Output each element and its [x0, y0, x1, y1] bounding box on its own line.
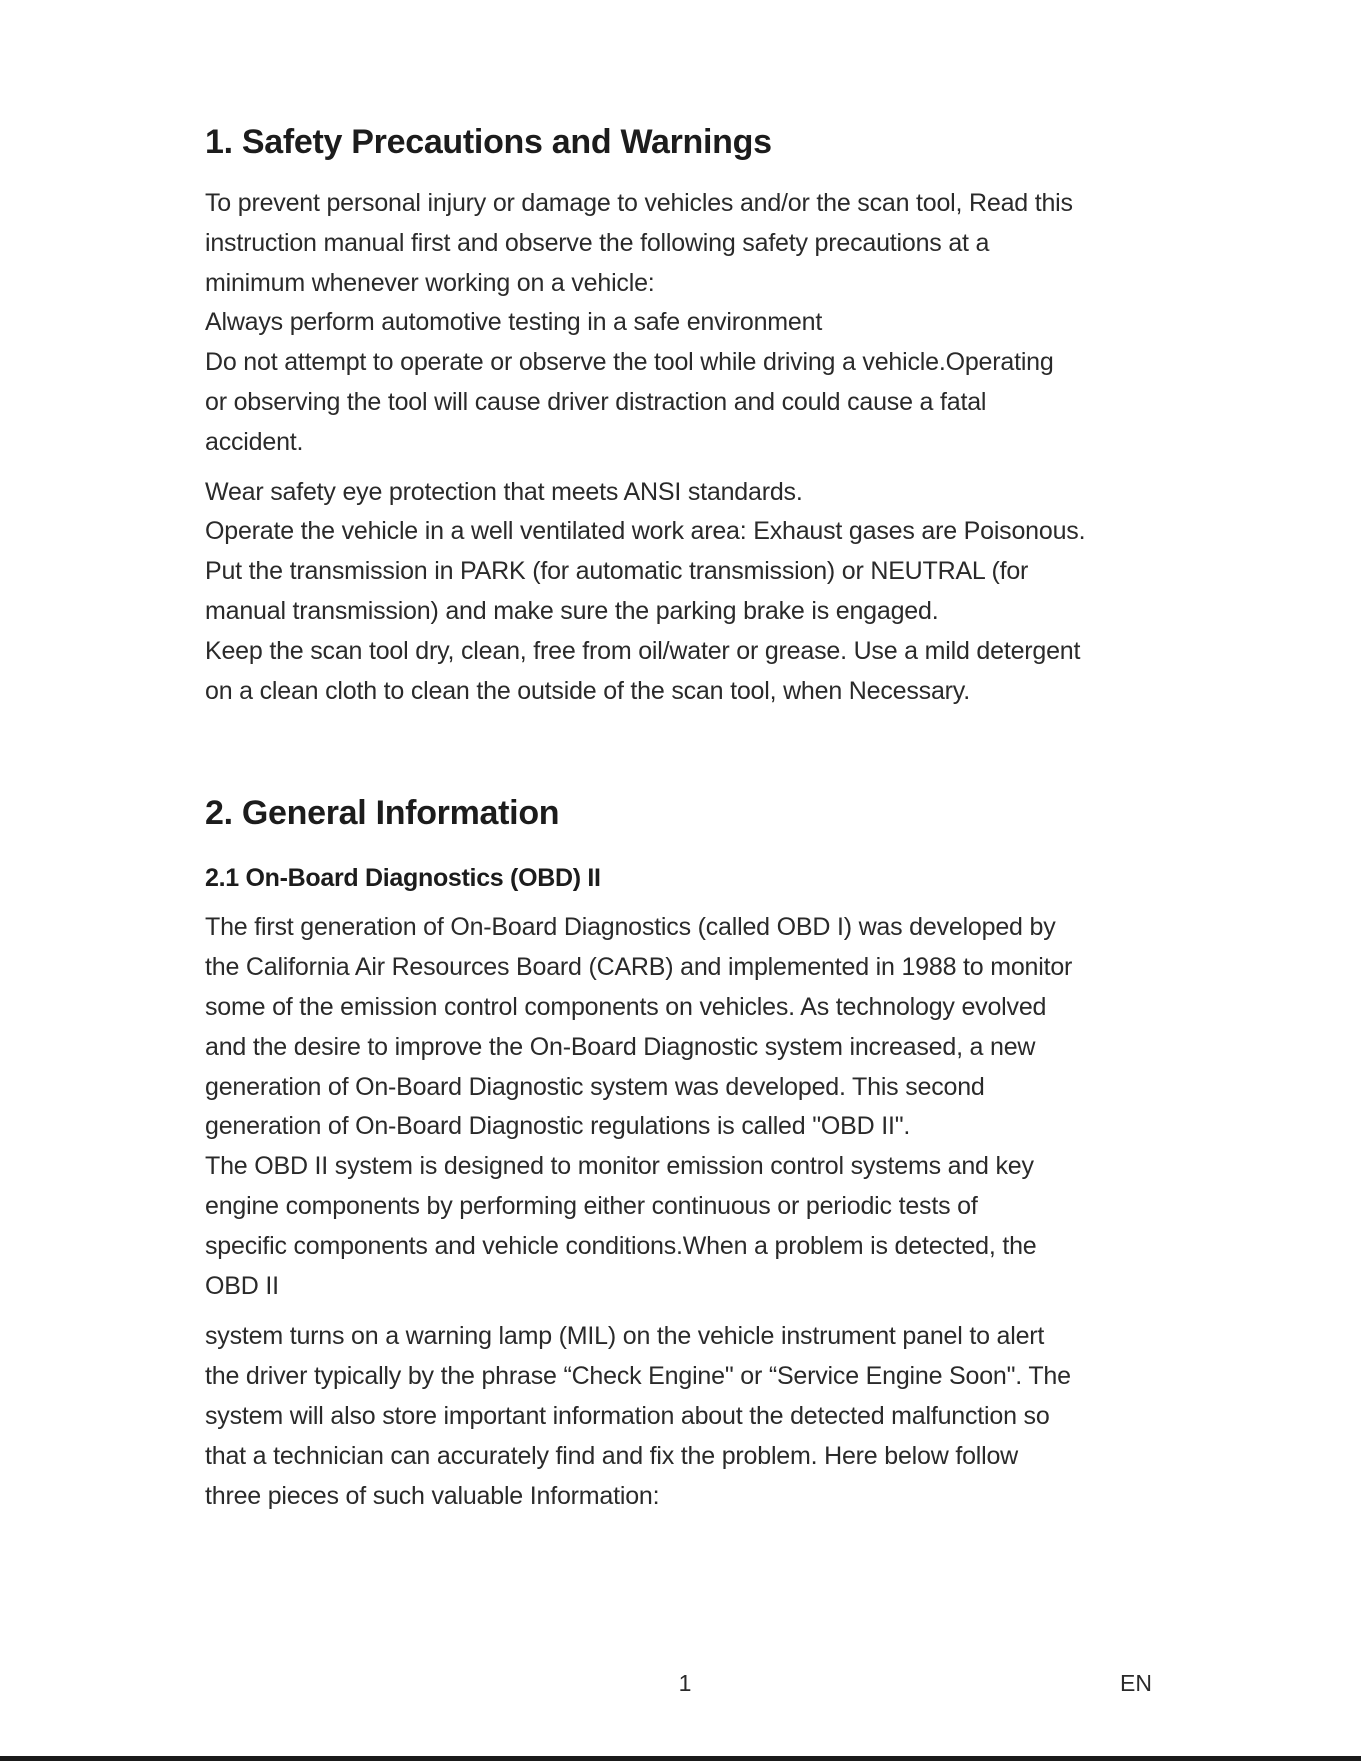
text-line: or observing the tool will cause driver distraction and could cause a fatal	[205, 387, 987, 416]
text-line: that a technician can accurately find and fix the problem. Here below follow	[205, 1441, 1019, 1470]
page-content	[205, 118, 1165, 1516]
text-line: manual transmission) and make sure the parking brake is engaged.	[205, 596, 939, 625]
text-line: The first generation of On-Board Diagnostics (called OBD I) was developed by	[205, 913, 1056, 942]
page-bottom-border	[0, 1756, 1361, 1761]
text-line: the California Air Resources Board (CARB) and implemented in 1988 to monitor	[205, 953, 1073, 982]
language-label: EN	[1120, 1670, 1152, 1696]
subsection-2-1-title: 2.1 On-Board Diagnostics (OBD) II	[205, 864, 601, 893]
text-line: generation of On-Board Diagnostic system was developed. This second	[205, 1072, 985, 1101]
text-line: The OBD II system is designed to monitor emission control systems and key	[205, 1152, 1034, 1181]
text-line: Do not attempt to operate or observe the tool while driving a vehicle.Operating	[205, 348, 1054, 377]
text-line: instruction manual first and observe the following safety precautions at a	[205, 228, 990, 257]
section-1-paragraph-2	[205, 473, 1165, 712]
section-1-title: 1. Safety Precautions and Warnings	[205, 123, 772, 161]
text-line: engine components by performing either continuous or periodic tests of	[205, 1191, 978, 1220]
text-line: minimum whenever working on a vehicle:	[205, 268, 655, 297]
text-line: system turns on a warning lamp (MIL) on the vehicle instrument panel to alert	[205, 1322, 1045, 1351]
text-line: Always perform automotive testing in a safe environment	[205, 308, 823, 337]
text-line: on a clean cloth to clean the outside of the scan tool, when Necessary.	[205, 676, 970, 705]
text-line: system will also store important information about the detected malfunction so	[205, 1401, 1050, 1430]
text-line: Wear safety eye protection that meets ANSI standards.	[205, 477, 803, 506]
text-line: some of the emission control components on vehicles. As technology evolved	[205, 992, 1047, 1021]
text-line: accident.	[205, 427, 304, 456]
section-2-title: 2. General Information	[205, 794, 560, 833]
text-line: To prevent personal injury or damage to vehicles and/or the scan tool, Read this	[205, 189, 1073, 217]
text-line: Keep the scan tool dry, clean, free from oil/water or grease. Use a mild detergent	[205, 636, 1081, 665]
page-number: 1	[678, 1670, 692, 1696]
section-2-paragraph-1	[205, 908, 1165, 1306]
text-line: Operate the vehicle in a well ventilated work area: Exhaust gases are Poisonous.	[205, 517, 1086, 546]
text-line: Put the transmission in PARK (for automatic transmission) or NEUTRAL (for	[205, 557, 1029, 586]
text-line: three pieces of such valuable Information:	[205, 1481, 660, 1510]
text-line: specific components and vehicle conditions.When a problem is detected, the	[205, 1231, 1037, 1260]
text-line: the driver typically by the phrase “Check Engine" or “Service Engine Soon". The	[205, 1362, 1071, 1391]
text-line: generation of On-Board Diagnostic regulations is called "OBD II".	[205, 1112, 911, 1141]
section-2-paragraph-2	[205, 1317, 1165, 1516]
text-line: and the desire to improve the On-Board Diagnostic system increased, a new	[205, 1032, 1036, 1061]
section-1-paragraph-1	[205, 184, 1165, 463]
text-line: OBD II	[205, 1271, 279, 1300]
